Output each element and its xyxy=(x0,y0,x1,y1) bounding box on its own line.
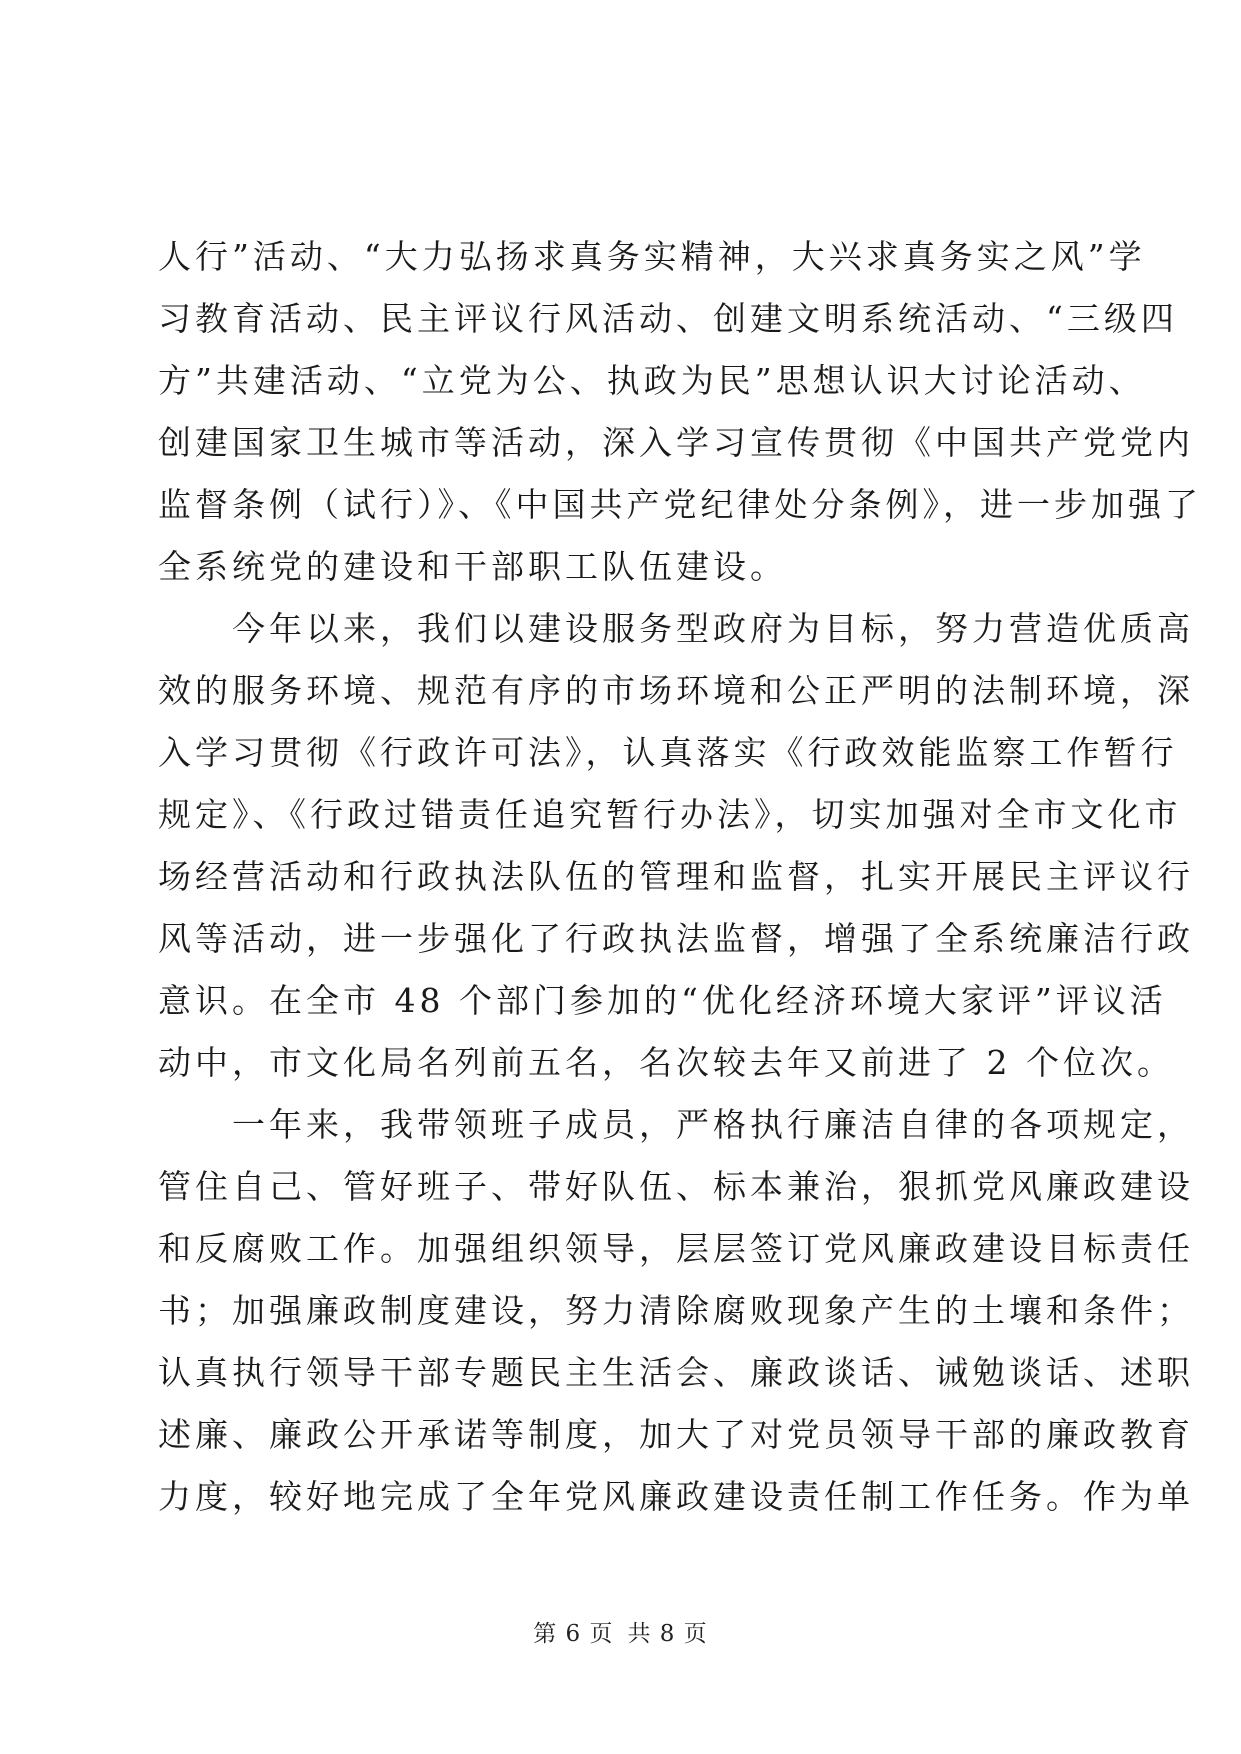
paragraph-2 xyxy=(158,598,1194,1094)
document-body xyxy=(158,226,1202,1528)
text-line: 述廉、廉政公开承诺等制度，加大了对党员领导干部的廉政教育 xyxy=(158,1415,1194,1454)
text-line: 动中，市文化局名列前五名，名次较去年又前进了 2 个位次。 xyxy=(158,1043,1174,1082)
text-line: 和反腐败工作。加强组织领导，层层签订党风廉政建设目标责任 xyxy=(158,1229,1194,1268)
text-line: 规定》、《行政过错责任追究暂行办法》，切实加强对全市文化市 xyxy=(158,795,1182,834)
text-line: 效的服务环境、规范有序的市场环境和公正严明的法制环境，深 xyxy=(158,671,1194,710)
text-line: 全系统党的建设和干部职工队伍建设。 xyxy=(158,547,787,586)
text-line: 管住自己、管好班子、带好队伍、标本兼治，狠抓党风廉政建设 xyxy=(158,1167,1194,1206)
text-line: 书；加强廉政制度建设，努力清除腐败现象产生的土壤和条件； xyxy=(158,1291,1194,1330)
text-line: 场经营活动和行政执法队伍的管理和监督，扎实开展民主评议行 xyxy=(158,857,1194,896)
text-line: 今年以来，我们以建设服务型政府为目标，努力营造优质高 xyxy=(232,609,1194,648)
page-footer xyxy=(0,1618,1241,1650)
text-line: 入学习贯彻《行政许可法》，认真落实《行政效能监察工作暂行 xyxy=(158,733,1178,772)
page-number: 第 6 页 xyxy=(533,1621,614,1647)
paragraph-3 xyxy=(158,1094,1194,1528)
text-line: 意识。在全市 48 个部门参加的“优化经济环境大家评”评议活 xyxy=(158,981,1167,1020)
total-pages: 共 8 页 xyxy=(627,1621,708,1647)
text-line: 方”共建活动、“立党为公、执政为民”思想认识大讨论活动、 xyxy=(158,361,1146,400)
text-line: 力度，较好地完成了全年党风廉政建设责任制工作任务。作为单 xyxy=(158,1477,1194,1516)
text-line: 创建国家卫生城市等活动，深入学习宣传贯彻《中国共产党党内 xyxy=(158,423,1194,462)
text-line: 监督条例（试行）》、《中国共产党纪律处分条例》，进一步加强了 xyxy=(158,485,1202,524)
paragraph-1 xyxy=(158,226,1202,598)
text-line: 习教育活动、民主评议行风活动、创建文明系统活动、“三级四 xyxy=(158,299,1178,338)
text-line: 人行”活动、“大力弘扬求真务实精神，大兴求真务实之风”学 xyxy=(158,237,1146,276)
text-line: 一年来，我带领班子成员，严格执行廉洁自律的各项规定， xyxy=(232,1105,1194,1144)
text-line: 风等活动，进一步强化了行政执法监督，增强了全系统廉洁行政 xyxy=(158,919,1194,958)
text-line: 认真执行领导干部专题民主生活会、廉政谈话、诫勉谈话、述职 xyxy=(158,1353,1194,1392)
